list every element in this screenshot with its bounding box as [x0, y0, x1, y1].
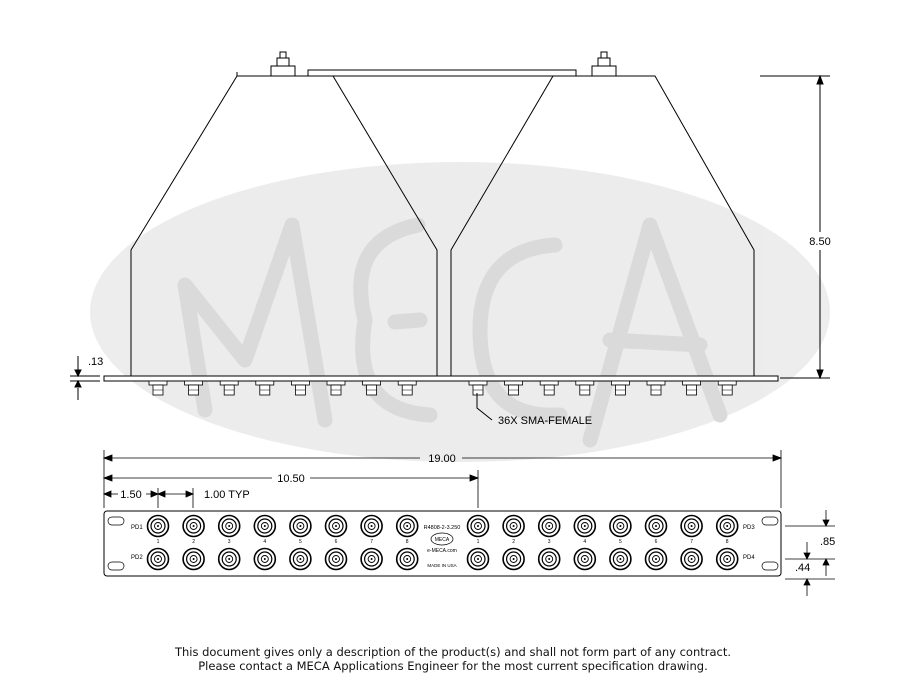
mounting-slot: [108, 562, 124, 570]
disclaimer-line-2: Please contact a MECA Applications Engineer for the most current specification drawing.: [198, 659, 708, 673]
sma-female-connector: [681, 516, 702, 537]
port-label-pd3: PD3: [743, 525, 755, 531]
connector-pitch-label: 1.00 TYP: [204, 489, 250, 501]
sma-female-connector: [574, 516, 595, 537]
bottom-row-offset-label: .44: [795, 562, 811, 574]
sma-female-connector: [468, 549, 489, 570]
port-label-pd4: PD4: [743, 555, 755, 561]
port-number: 8: [725, 539, 729, 545]
port-number: 3: [227, 539, 231, 545]
port-number: 5: [619, 539, 622, 545]
badge-text: MECA: [434, 537, 450, 543]
top-sma-connector-left: [271, 52, 295, 76]
sma-female-connector: [503, 549, 524, 570]
connector-callout-label: 36X SMA-FEMALE: [498, 415, 593, 427]
plate-thickness-label: .13: [88, 356, 104, 368]
port-number: 4: [263, 539, 267, 545]
port-number: 5: [299, 539, 302, 545]
sma-female-connector: [539, 549, 560, 570]
sma-female-connector: [717, 516, 738, 537]
port-number: 4: [583, 539, 587, 545]
sma-female-connector: [326, 516, 347, 537]
sma-female-connector: [183, 549, 204, 570]
row-spacing-label: .85: [820, 536, 836, 548]
sma-female-connector: [148, 549, 169, 570]
sma-female-connector: [254, 516, 275, 537]
mounting-slot: [762, 562, 778, 570]
port-label-pd1: PD1: [131, 525, 143, 531]
sma-female-connector: [574, 549, 595, 570]
port-number: 1: [476, 539, 480, 545]
sma-female-connector: [326, 549, 347, 570]
port-number: 6: [334, 539, 338, 545]
sma-female-connector: [397, 549, 418, 570]
meca-watermark-logo: [90, 162, 830, 462]
sma-female-connector: [610, 549, 631, 570]
sma-female-connector: [646, 549, 667, 570]
sma-female-connector: [681, 549, 702, 570]
port-label-pd2: PD2: [131, 555, 143, 561]
center-offset-label: 10.50: [277, 473, 305, 485]
sma-female-connector: [361, 516, 382, 537]
disclaimer-line-1: This document gives only a description of the product(s) and shall not form part of any contract.: [174, 645, 732, 659]
sma-female-connector: [219, 549, 240, 570]
port-number: 2: [512, 539, 515, 545]
mounting-slot: [108, 517, 124, 525]
sma-female-connector: [219, 516, 240, 537]
sma-female-connector: [290, 516, 311, 537]
mounting-slot: [762, 517, 778, 525]
part-number-label: R4808-2-3.250: [423, 525, 461, 531]
sma-female-connector: [610, 516, 631, 537]
sma-female-connector: [183, 516, 204, 537]
sma-female-connector: [717, 549, 738, 570]
sma-female-connector: [468, 516, 489, 537]
sma-female-connector: [290, 549, 311, 570]
overall-width-label: 19.00: [428, 453, 456, 465]
sma-female-connector: [148, 516, 169, 537]
first-connector-offset-label: 1.50: [120, 489, 142, 501]
port-number: 7: [690, 539, 693, 545]
top-sma-connector-right: [592, 52, 616, 76]
sma-female-connector: [397, 516, 418, 537]
sma-female-connector: [646, 516, 667, 537]
port-number: 8: [405, 539, 409, 545]
sma-female-connector: [503, 516, 524, 537]
top-bracket: [308, 70, 576, 76]
port-number: 7: [370, 539, 373, 545]
sma-female-connector: [254, 549, 275, 570]
website-label: e-MECA.com: [427, 548, 457, 554]
port-number: 3: [547, 539, 551, 545]
port-number: 2: [192, 539, 195, 545]
sma-female-connector: [539, 516, 560, 537]
port-number: 1: [156, 539, 160, 545]
height-dimension-label: 8.50: [809, 236, 831, 248]
sma-female-connector: [361, 549, 382, 570]
origin-label: MADE IN USA: [427, 563, 457, 568]
base-plate: [104, 376, 778, 381]
port-number: 6: [654, 539, 658, 545]
